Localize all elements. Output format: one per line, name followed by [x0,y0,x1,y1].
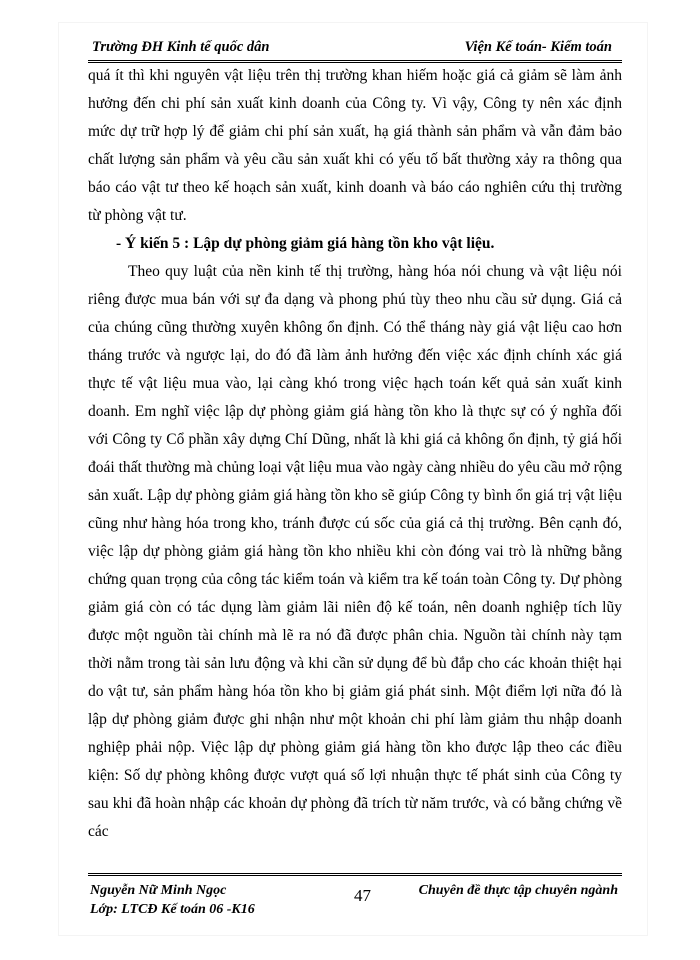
section-heading: - Ý kiến 5 : Lập dự phòng giảm giá hàng tồn kho vật liệu. [116,235,495,252]
footer-doc-title: Chuyên đề thực tập chuyên ngành [418,883,618,898]
header-university: Trường ĐH Kinh tế quốc dân [92,39,270,55]
document-body [88,62,622,846]
paragraph-continued: quá ít thì khi nguyên vật liệu trên thị trường khan hiếm hoặc giá cả giảm sẽ làm ảnh hưởng đến chi phí sản xuất kinh doanh của Công ty. Vì vậy, Công ty nên xác định mức dự trữ hợp lý để giảm chi phí sản xuất, hạ giá thành sản phẩm và vẫn đảm bảo chất lượng sản phẩm và yêu cầu sản xuất khi có yếu tố bất thường xảy ra thông qua báo cáo vật tư theo kế hoạch sản xuất, kinh doanh và báo cáo nghiên cứu thị trường từ phòng vật tư. [88,67,622,224]
page-footer [88,873,622,920]
page-header [88,38,622,63]
footer-class: Lớp: LTCĐ Kế toán 06 -K16 [90,902,255,917]
paragraph-main: Theo quy luật của nền kinh tế thị trường, hàng hóa nói chung và vật liệu nói riêng được mua bán với sự đa dạng và phong phú tùy theo nhu cầu sử dụng. Giá cả của chúng cũng thường xuyên không ổn định. Có thể tháng này giá vật liệu cao hơn tháng trước và ngược lại, do đó đã làm ảnh hưởng đến việc xác định chính xác giá thực tế vật liệu mua vào, lại càng khó trong việc hạch toán kết quả sản xuất kinh doanh. Em nghĩ việc lập dự phòng giảm giá hàng tồn kho là thực sự có ý nghĩa đối với Công ty Cổ phần xây dựng Chí Dũng, nhất là khi giá cả không ổn định, tỷ giá hối đoái thất thường mà chủng loại vật liệu mua vào ngày càng nhiều do yêu cầu mở rộng sản xuất. Lập dự phòng giảm giá hàng tồn kho sẽ giúp Công ty bình ổn giá trị vật liệu cũng như hàng hóa trong kho, tránh được cú sốc của giá cả thị trường. Bên cạnh đó, việc lập dự phòng giảm giá hàng tồn kho nhiều khi còn đóng vai trò là những bằng chứng quan trọng của công tác kiểm toán và kiểm tra kế toán toàn Công ty. Dự phòng giảm giá còn có tác dụng làm giảm lãi niên độ kế toán, nên doanh nghiệp tích lũy được một nguồn tài chính mà lẽ ra nó đã được phân chia. Nguồn tài chính này tạm thời nằm trong tài sản lưu động và khi cần sử dụng để bù đắp cho các khoản thiệt hại do vật tư, sản phẩm hàng hóa tồn kho bị giảm giá phát sinh. Một điểm lợi nữa đó là lập dự phòng giảm được ghi nhận như một khoản chi phí làm giảm thu nhập doanh nghiệp phải nộp. Việc lập dự phòng giảm giá hàng tồn kho được lập theo các điều kiện: Số dự phòng không được vượt quá số lợi nhuận thực tế phát sinh của Công ty sau khi đã hoàn nhập các khoản dự phòng đã trích từ năm trước, và có bằng chứng về các [88,263,622,840]
page-number: 47 [354,886,371,905]
header-institute: Viện Kế toán- Kiểm toán [464,39,612,55]
footer-author: Nguyễn Nữ Minh Ngọc [90,883,227,898]
